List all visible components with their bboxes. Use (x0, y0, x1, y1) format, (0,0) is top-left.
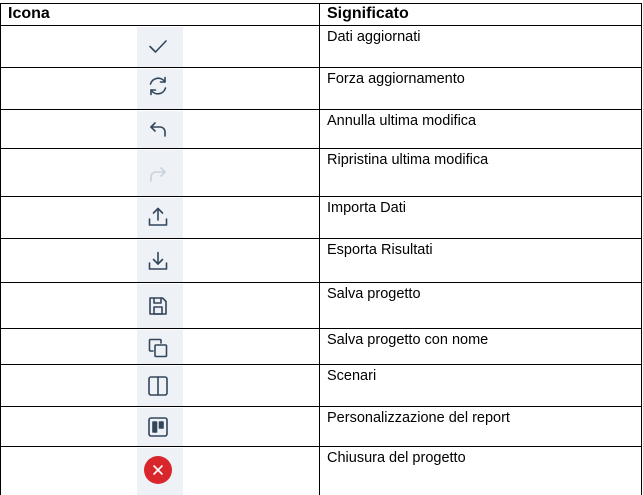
meaning-label: Importa Dati (327, 200, 406, 216)
redo-icon (146, 162, 170, 186)
row-divider (0, 282, 642, 283)
row-divider (0, 25, 642, 26)
copy-icon (146, 336, 170, 360)
meaning-label: Forza aggiornamento (327, 71, 465, 87)
columns-icon (146, 374, 170, 398)
refresh-icon (146, 74, 170, 98)
row-divider (0, 109, 642, 110)
row-divider (0, 446, 642, 447)
board-icon (146, 415, 170, 439)
table-border-right (641, 3, 642, 495)
header-meaning-column: Significato (327, 5, 409, 22)
row-divider (0, 148, 642, 149)
table-border-top (0, 3, 642, 4)
row-divider (0, 67, 642, 68)
header-icon-column: Icona (8, 5, 50, 22)
row-divider (0, 238, 642, 239)
meaning-label: Salva progetto con nome (327, 332, 489, 348)
close-circle-icon (144, 456, 172, 484)
meaning-label: Annulla ultima modifica (327, 113, 477, 129)
meaning-label: Ripristina ultima modifica (327, 152, 489, 168)
table-border-left (0, 3, 1, 495)
check-icon (146, 34, 170, 58)
row-divider (0, 196, 642, 197)
meaning-label: Chiusura del progetto (327, 450, 466, 466)
meaning-label: Personalizzazione del report (327, 410, 510, 426)
row-divider (0, 406, 642, 407)
upload-icon (146, 205, 170, 229)
download-icon (146, 249, 170, 273)
meaning-label: Salva progetto (327, 286, 421, 302)
save-icon (146, 294, 170, 318)
row-divider (0, 328, 642, 329)
row-divider (0, 364, 642, 365)
undo-icon (146, 117, 170, 141)
meaning-label: Scenari (327, 368, 377, 384)
meaning-label: Esporta Risultati (327, 242, 433, 258)
meaning-label: Dati aggiornati (327, 29, 421, 45)
column-divider (319, 3, 320, 495)
